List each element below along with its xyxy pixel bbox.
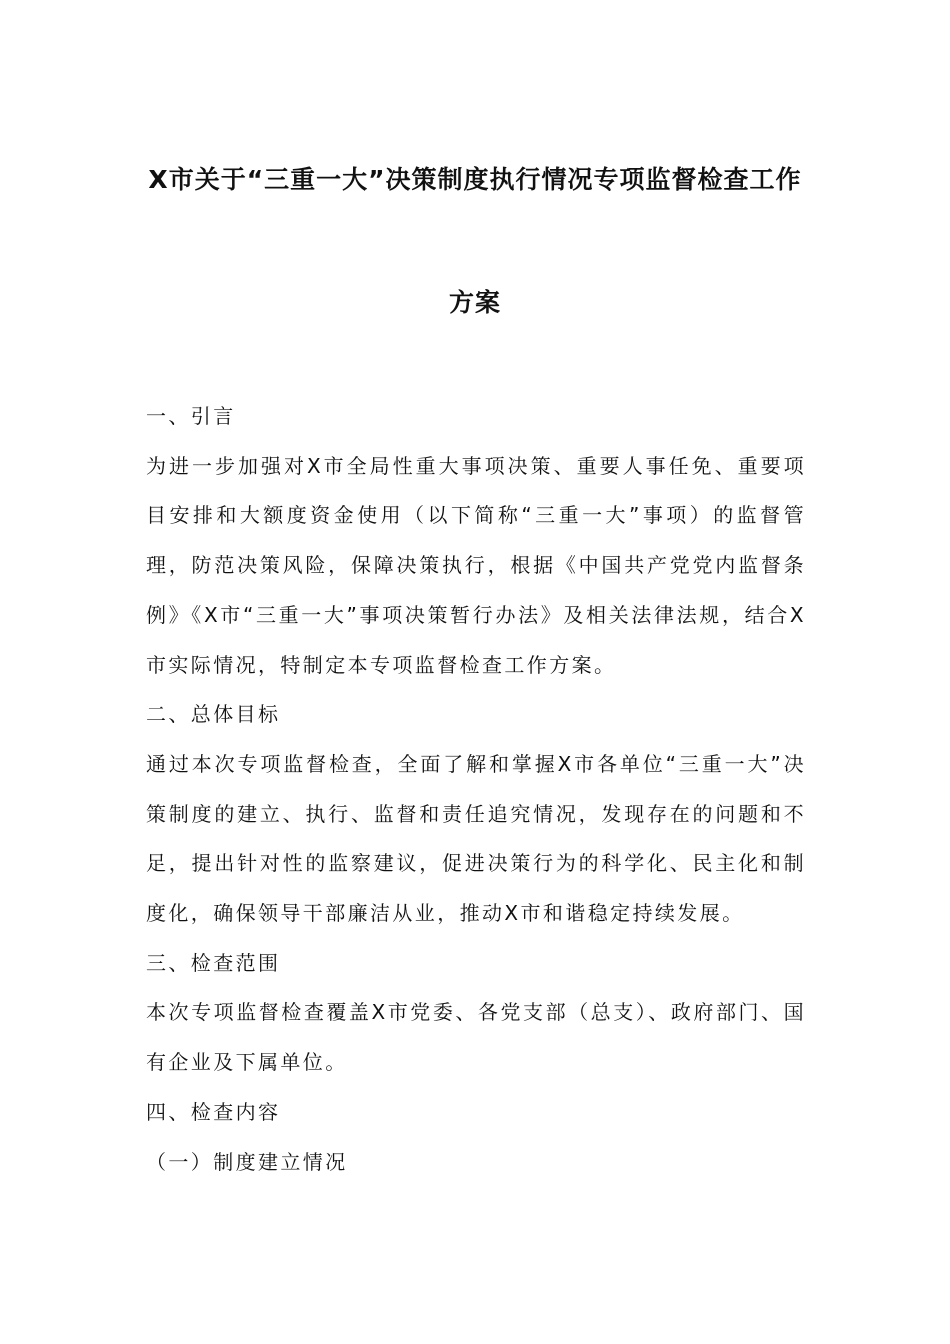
document-title-line2: 方案 — [448, 288, 501, 317]
paragraph-inspection-scope: 本次专项监督检查覆盖X市党委、各党支部（总支）、政府部门、国有企业及下属单位。 — [146, 1000, 806, 1075]
paragraph-introduction: 为进一步加强对X市全局性重大事项决策、重要人事任免、重要项目安排和大额度资金使用（以下简称“三重一大”事项）的监督管理，防范决策风险，保障决策执行，根据《中国共产党党内监督条例》《X市“三重一大”事项决策暂行办法》及相关法律法规，结合X市实际情况，特制定本专项监督检查工作方案。 — [146, 453, 806, 677]
section-heading-inspection-content: 四、检查内容 — [146, 1099, 281, 1124]
paragraph-overall-goal: 通过本次专项监督检查，全面了解和掌握X市各单位“三重一大”决策制度的建立、执行、监督和责任追究情况，发现存在的问题和不足，提出针对性的监察建议，促进决策行为的科学化、民主化和制度化，确保领导干部廉洁从业，推动X市和谐稳定持续发展。 — [146, 751, 806, 926]
section-heading-overall-goal: 二、总体目标 — [146, 702, 281, 727]
document-title-line1: X市关于“三重一大”决策制度执行情况专项监督检查工作 — [148, 165, 802, 194]
subsection-heading-system-establishment: （一）制度建立情况 — [146, 1149, 348, 1174]
document-body — [146, 392, 806, 1187]
section-heading-inspection-scope: 三、检查范围 — [146, 950, 281, 975]
section-heading-introduction: 一、引言 — [146, 404, 236, 428]
